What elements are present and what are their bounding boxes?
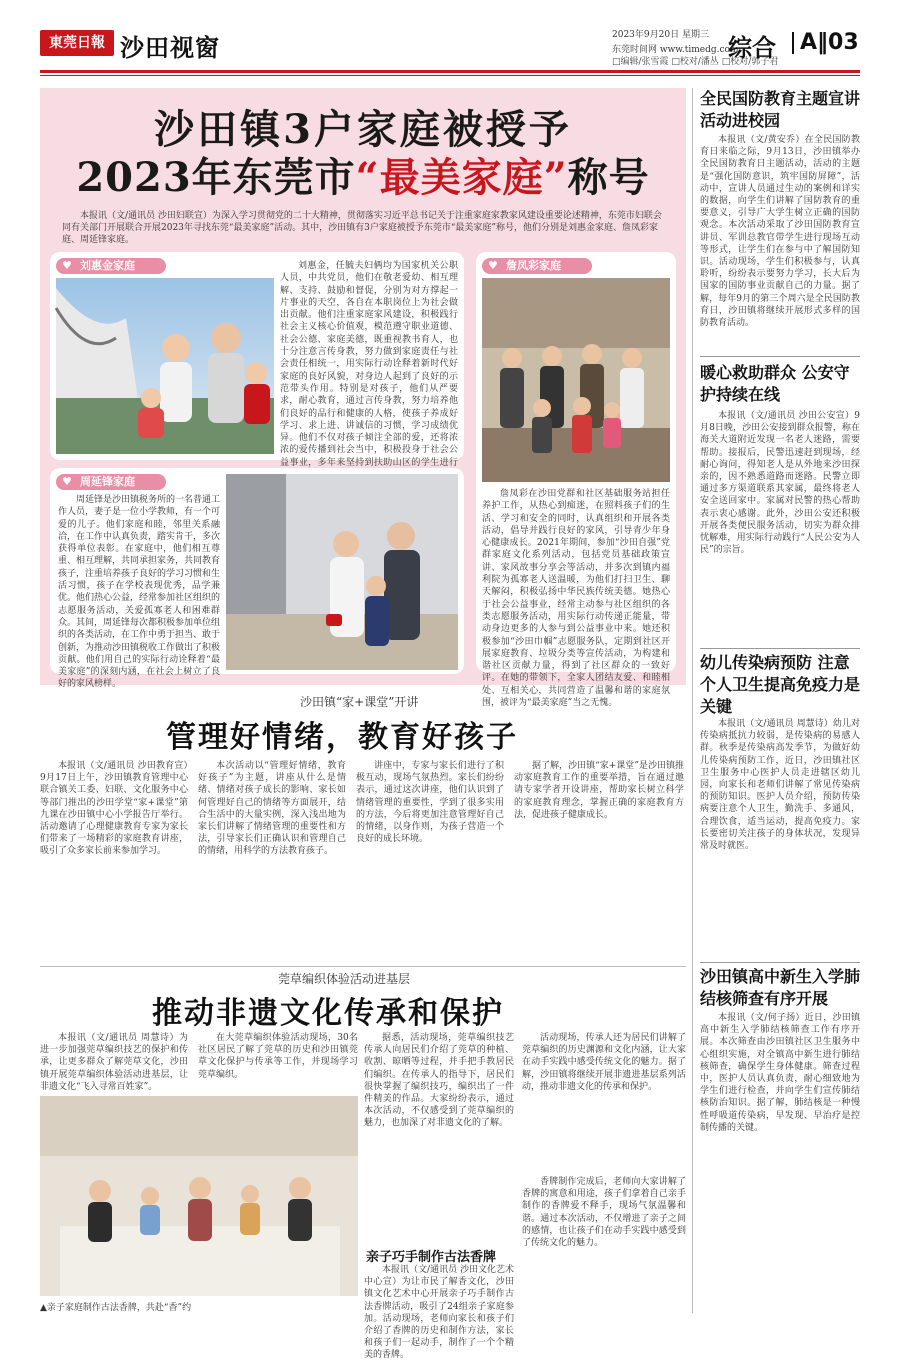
sidebar-text-2: 本报讯（文/通讯员 沙田公安宣）9月8日晚，沙田公安接到群众报警，称在海关大道附近发现一名老人迷路，需要帮助。接报后，民警迅速赶到现场，经耐心询问，得知老人是从外地来沙田探亲的，因不熟悉道路而迷路。民警立即通过多方渠道联系其家属，最终将老人安全送回家中。家属对民警的热心帮助表示衷心感谢。此外，沙田公安还积极开展各类便民服务活动，切实为群众排忧解难，用实际行动践行“人民公安为人民”的宗旨。 xyxy=(700,411,860,556)
story3-headline: 推动非遗文化传承和保护 xyxy=(152,996,504,1031)
sidebar-text-4: 本报讯（文/何子扬）近日，沙田镇高中新生入学肺结核筛查工作有序开展。本次筛查由沙田镇社区卫生服务中心组织实施，对全镇高中新生进行肺结核筛查，确保学生身体健康。筛查过程中，医护人员认真负责，耐心细致地为学生们进行检查，并向学生们宣传肺结核防治知识。据了解，肺结核是一种慢性呼吸道传染病，早发现、早治疗是控制传播的关键。 xyxy=(700,1013,860,1133)
family-tag-liu: ♥ 刘惠金家庭 xyxy=(56,258,166,274)
lead-paragraph: 本报讯（文/通讯员 沙田妇联宣）为深入学习贯彻党的二十大精神，贯彻落实习近平总书记关于注重家庭家教家风建设重要论述精神，东莞市妇联会同有关部门开展联合开展2023年寻找东莞“最美家庭”活动。其中，沙田镇有3户家庭被授予东莞市“最美家庭”称号，他们分别是刘惠金家庭、詹凤彩家庭、周延锋家庭。 xyxy=(62,211,662,245)
story3-sub-text: 本报讯（文/通讯员 沙田文化艺术中心宣）为让市民了解香文化，沙田镇文化艺术中心开展亲子巧手制作古法香牌活动，吸引了24组亲子家庭参加。活动现场，老师向家长和孩子们介绍了香牌的历史和制作方法，家长和孩子们一起动手，制作了一个个精美的香牌。 xyxy=(364,1265,514,1361)
story2-headline: 管理好情绪，教育好孩子 xyxy=(166,720,518,755)
family-photo-zhan xyxy=(482,278,670,482)
lead-headline-line1: 沙田镇3户家庭被授予 xyxy=(154,106,572,153)
story3-subheadline: 亲子巧手制作古法香牌 xyxy=(366,1250,497,1265)
headline-prefix: 2023年东莞市 xyxy=(76,154,356,201)
header-rule xyxy=(40,70,860,73)
family-text-zhan: 詹凤彩在沙田党群和社区基础服务站担任养护工作，从热心到痴迷，在照料孩子们的生活、学习和安全的同时，认真组织和开展各类活动，倡导并践行良好的家风，引导青少年身心健康成长。2021年期间，参加“沙田自强”党群家庭文化系列活动，包括党员基础政策宣讲、家风故事分享会等活动，并多次到镇内福利院为孤寡老人送温暖，为他们打扫卫生、聊天解闷，积极弘扬中华民族传统美德。她热心于社会公益事业，经常主动参与社区组织的各类志愿服务活动，用实际行动传递正能量，带动身边更多的人参与到公益事业中来。她还积极参加“沙田巾帼”志愿服务队，定期到社区开展家庭教育、垃圾分类等宣传活动，为构建和谐社区贡献力量，得到了社区群众的一致好评。在她的带领下，全家人团结友爱、和睦相处、互相关心，共同营造了温馨和谐的家庭氛围，被评为“最美家庭”当之无愧。 xyxy=(482,489,670,709)
story-separator xyxy=(40,966,686,967)
sidebar-rule-3 xyxy=(700,962,860,963)
lead-headline-line2 xyxy=(40,146,686,203)
story3-kicker: 莞草编织体验活动进基层 xyxy=(278,972,411,986)
sidebar-title-4: 沙田镇高中新生入学肺结核筛查有序开展 xyxy=(700,967,861,1008)
family-tag-zhan: ♥ 詹凤彩家庭 xyxy=(482,258,592,274)
story3-photo xyxy=(40,1096,358,1296)
sidebar-text-1: 本报讯（文/黄安乔）在全民国防教育日来临之际，9月13日，沙田镇举办全民国防教育日主题活动，活动的主题是“强化国防意识，筑牢国防屏障”，活动中，宣讲人员通过生动的案例和详实的数据，向学生们讲解了国防教育的重要意义，引导广大学生树立正确的国防观念。本次活动采取了沙田国防教育宣讲员、军训总教官带学生进行现场互动等形式，让学生们在参与中了解国防知识。活动现场，学生们积极参与，认真聆听，纷纷表示要努力学习，长大后为国家的国防事业贡献自己的力量。据了解，每年9月的第三个周六是全民国防教育日，沙田镇将继续开展形式多样的国防教育活动。 xyxy=(700,135,860,329)
family-text-liu: 刘惠金，任毓夫妇俩均为国家机关公职人员，中共党员，他们在敬老爱幼、相互理解、支持、鼓励和督促，分别为对方撑起一片事业的天空，各自在本职岗位上为社会做出贡献。他们注重家庭家风建设，积极践行社会主义核心价值观，模范遵守职业道德、社会公德、家庭美德，既重视教书育人，也十分注意言传身教，努力做到家庭责任与社会责任相统一，用实际行动诠释着新时代好家庭的良好风貌，对身边人起到了良好的示范带头作用。特别是对孩子，他们从严要求，耐心教育，通过言传身教，努力培养他们良好的品行和健康的人格，使孩子养成好学习、求上进、讲诚信的习惯，学习成绩优异。他们不仅对孩子倾注全部的爱，还将浓浓的爱传播到社会当中，积极投身于社会公益事业，多年来坚持到扶助山区的学生进行 xyxy=(280,261,458,468)
sidebar-title-1: 全民国防教育主题宣讲活动进校园 xyxy=(700,89,861,130)
headline-highlight: “最美家庭” xyxy=(355,154,568,201)
family-photo-zhou xyxy=(226,474,458,670)
sidebar-text-3: 本报讯（文/通讯员 周慧诗）幼儿对传染病抵抗力较弱，是传染病的易感人群。秋季是传染病高发季节，为做好幼儿传染病预防工作，近日，沙田镇社区卫生服务中心医护人员走进辖区幼儿园，向家长和老师们讲解了常见传染病的预防知识。医护人员介绍，预防传染病要注意个人卫生，勤洗手、多通风，合理饮食，适当运动，提高免疫力。家长要密切关注孩子的身体状况，发现异常及时就医。 xyxy=(700,719,860,852)
newspaper-logo: 東莞日報 xyxy=(40,30,114,56)
story3-col4: 活动现场，传承人还为居民们讲解了莞草编织的历史渊源和文化内涵，让大家在动手实践中感受传统文化的魅力。据了解，沙田镇将继续开展非遗进基层系列活动，推动非遗文化的传承和保护。 xyxy=(522,1033,686,1092)
family-text-zhou: 周延锋是沙田镇税务所的一名普通工作人员，妻子是一位小学教师，有一个可爱的儿子。他们家庭和睦，邻里关系融洽，在工作中认真负责，踏实肯干，多次获得单位表彰。在家庭中，他们相互尊重、相互理解，共同承担家务，共同教育孩子，注重培养孩子良好的学习习惯和生活习惯，孩子在学校表现优秀，品学兼优。他们热心公益，经常参加社区组织的志愿服务活动，关爱孤寡老人和困难群众。其间，周延锋每次都积极参加单位组织的各类活动，在工作中勇于担当、敢于创新，为推动沙田镇税收工作做出了积极贡献。他们用自己的实际行动诠释着“最美家庭”的深刻内涵，在社会上树立了良好的家风榜样。 xyxy=(58,495,221,690)
page-number: A‖03 xyxy=(800,30,859,55)
website-line: 东莞时间网 www.timedg.com xyxy=(612,45,739,55)
headline-suffix: 称号 xyxy=(567,154,650,201)
story3-photo-caption: ▲亲子家庭制作古法香牌，共赴“香”约 xyxy=(40,1303,192,1313)
header-rule-thin xyxy=(40,75,860,76)
section-name: 沙田视窗 xyxy=(120,33,220,62)
family-tag-zhou: ♥ 周延锋家庭 xyxy=(56,474,166,490)
story2-col3: 讲座中，专家与家长们进行了积极互动，现场气氛热烈。家长们纷纷表示，通过这次讲座，他们认识到了情绪管理的重要性，学到了很多实用的方法，今后将更加注意管理好自己的情绪，以身作则，为孩子营造一个良好的成长环境。 xyxy=(356,761,504,845)
sidebar-title-3: 幼儿传染病预防 注意个人卫生提高免疫力是关键 xyxy=(700,653,861,716)
page-section: 综合 xyxy=(728,33,776,62)
story2-col2: 本次活动以“管理好情绪，教育好孩子”为主题，讲座从什么是情绪、情绪对孩子成长的影响、家长如何管理好自己的情绪等方面展开，结合生活中的大量实例，深入浅出地为家长们讲解了情绪管理的重要性和方法，引导家长们正确认识和管理自己的情绪，用科学的方法教育孩子。 xyxy=(198,761,346,857)
story3-col1: 本报讯（文/通讯员 周慧诗）为进一步加强莞草编织技艺的保护和传承，让更多群众了解莞草文化，沙田镇开展莞草编织体验活动进基层，让非遗文化“飞入寻常百姓家”。 xyxy=(40,1033,188,1092)
story3-col2: 在大莞草编织体验活动现场，30名社区居民了解了莞草的历史和沙田镇莞草文化保护与传承等工作，并现场学习莞草编织。 xyxy=(198,1033,358,1080)
masthead-divider xyxy=(792,32,794,54)
story2-kicker: 沙田镇“家+课堂”开讲 xyxy=(300,695,419,709)
sidebar-rule-2 xyxy=(700,648,860,649)
sidebar-divider xyxy=(692,88,693,1313)
story2-col1: 本报讯（文/通讯员 沙田教育宣）9月17日上午，沙田镇教育管理中心联合镇关工委、妇联、文化服务中心等部门推出的沙田学堂“家+课堂”第九课在沙田镇中心小学报告厅举行。活动邀请了心理健康教育专家为家长们带来了一场精彩的家庭教育讲座，吸引了众多家长前来参加学习。 xyxy=(40,761,188,857)
sidebar-rule-1 xyxy=(700,356,860,357)
family-photo-liu xyxy=(56,278,274,454)
sidebar-title-2: 暖心救助群众 公安守护持续在线 xyxy=(700,363,850,404)
issue-date: 2023年9月20日 星期三 xyxy=(612,30,709,40)
story3-col5: 香牌制作完成后，老师向大家讲解了香牌的寓意和用途，孩子们拿着自己亲手制作的香牌爱不释手，现场气氛温馨和谐。通过本次活动，不仅增进了亲子之间的感情，也让孩子们在动手实践中感受到了传统文化的魅力。 xyxy=(522,1177,686,1249)
story2-col4: 据了解，沙田镇“家+课堂”是沙田镇推动家庭教育工作的重要举措，旨在通过邀请专家学者开设讲座，帮助家长树立科学的家庭教育理念，掌握正确的家庭教育方法，促进孩子健康成长。 xyxy=(514,761,684,820)
editors-line: □编辑/张雪霞 □校对/潘丛 □校对/郭子君 xyxy=(612,57,779,67)
story3-col3: 据悉，活动现场，莞草编织技艺传承人向居民们介绍了莞草的种植、收割、晾晒等过程，并手把手教居民们编织。在传承人的指导下，居民们很快掌握了编织技巧，编织出了一件件精美的作品。大家纷纷表示，通过本次活动，不仅感受到了莞草编织的魅力，也加深了对非遗文化的了解。 xyxy=(364,1033,514,1129)
